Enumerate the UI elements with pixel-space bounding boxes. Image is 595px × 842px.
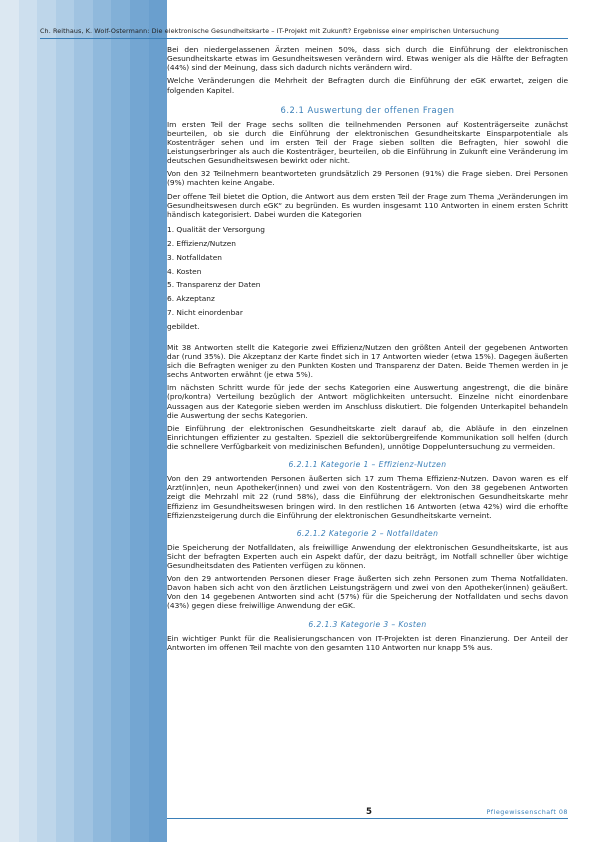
- category-list: [167, 223, 568, 320]
- section-heading-6-2-1: 6.2.1 Auswertung der offenen Fragen: [280, 104, 455, 115]
- paragraph: Von den 32 Teilnehmern beantworteten grundsätzlich 29 Personen (91%) die Frage sieben. Drei Personen (9%) machten keine Angabe.: [167, 169, 568, 188]
- paragraph: Die Einführung der elektronischen Gesundheitskarte zielt darauf ab, die Abläufe in den einzelnen Einrichtungen effizienter zu gestalten. Speziell die sektorübergreifende Kommunikation soll helfen (durch die schnellere Verfügbarkeit von medizinischen Befunden), unnötige Doppeluntersuchung zu vermeiden.: [167, 423, 568, 452]
- list-item: 3. Notfalldaten: [167, 252, 222, 262]
- series-title: Pflegewissenschaft 08: [486, 808, 568, 816]
- paragraph: gebildet.: [167, 321, 200, 331]
- stripe: [130, 0, 149, 842]
- decorative-side-stripes: [0, 0, 167, 842]
- footer-rule: [167, 818, 568, 819]
- stripe: [37, 0, 56, 842]
- list-item: 1. Qualität der Versorgung: [167, 225, 265, 235]
- stripe: [0, 0, 19, 842]
- stripe: [56, 0, 75, 842]
- stripe: [19, 0, 38, 842]
- subsection-heading-6-2-1-3: 6.2.1.3 Kategorie 3 – Kosten: [308, 619, 427, 629]
- paragraph: Im nächsten Schritt wurde für jede der sechs Kategorien eine Auswertung angestrengt, die die binäre (pro/kontra) Verteilung bezüglich der Antwort möglichkeiten untersucht. Einzelne nicht einordenbare Aussagen aus der Kategorie sieben werden im Anschluss diskutiert. Die folgenden Unterkapitel behandeln die Auswertung der sechs Kategorien.: [167, 383, 568, 420]
- stripe: [74, 0, 93, 842]
- paragraph: Die Speicherung der Notfalldaten, als freiwillige Anwendung der elektronischen Gesundheitskarte, ist aus Sicht der befragten Experten auch ein Aspekt dafür, der dazu beiträgt, im Notfall schneller über wichtige Gesundheitsdaten des Patienten verfügen zu können.: [167, 542, 568, 570]
- stripe: [111, 0, 130, 842]
- paragraph: Von den 29 antwortenden Personen dieser Frage äußerten sich zehn Personen zum Thema Notfalldaten. Davon haben sich acht von den ärztlichen Leistungsträgern und zwei von den Apotheker(innen) geäußert. Von den 14 gegebenen Antworten sind acht (57%) für die Speicherung der Notfalldaten und sechs davon (43%) gegen diese freiwillige Anwendung der eGK.: [167, 574, 568, 611]
- paragraph: Ein wichtiger Punkt für die Realisierungschancen von IT-Projekten ist deren Finanzierung. Der Anteil der Antworten im offenen Teil machte von den gesamten 110 Antworten nur knapp 5% aus.: [167, 633, 568, 652]
- list-item: 4. Kosten: [167, 266, 202, 276]
- running-header: Ch. Reithaus, K. Wolf-Ostermann: Die elektronische Gesundheitskarte – IT-Projekt mit Zukunft? Ergebnisse einer empirischen Untersuchung: [40, 27, 500, 35]
- stripe: [93, 0, 112, 842]
- paragraph: Bei den niedergelassenen Ärzten meinen 50%, dass sich durch die Einführung der elektronischen Gesundheitskarte etwas im Gesundheitswesen verändern wird. Etwas weniger als die Hälfte der Befragten (44%) sind der Meinung, dass sich dadurch nichts verändern wird.: [167, 45, 568, 73]
- subsection-heading-6-2-1-2: 6.2.1.2 Kategorie 2 – Notfalldaten: [296, 528, 439, 538]
- header-rule: [40, 38, 568, 39]
- main-text: [167, 45, 568, 790]
- paragraph: Welche Veränderungen die Mehrheit der Befragten durch die Einführung der eGK erwartet, zeigen die folgenden Kapitel.: [167, 76, 568, 95]
- stripe: [149, 0, 168, 842]
- list-item: 7. Nicht einordenbar: [167, 307, 243, 317]
- list-item: 6. Akzeptanz: [167, 294, 215, 304]
- subsection-heading-6-2-1-1: 6.2.1.1 Kategorie 1 – Effizienz-Nutzen: [288, 460, 447, 470]
- list-item: 2. Effizienz/Nutzen: [167, 238, 236, 248]
- list-item: 5. Transparenz der Daten: [167, 280, 261, 290]
- paragraph: Der offene Teil bietet die Option, die Antwort aus dem ersten Teil der Frage zum Thema „Veränderungen im Gesundheitswesen durch eGK“ zu begründen. Es wurden insgesamt 110 Antworten in einem ersten Schritt händisch kategorisiert. Dabei wurden die Kategorien: [167, 191, 568, 219]
- paragraph: Im ersten Teil der Frage sechs sollten die teilnehmenden Personen auf Kostenträgerseite zunächst beurteilen, ob sie durch die Einführung der elektronischen Gesundheitskarte Einsparpotentiale als Kostenträger sehen und im ersten Teil der Frage sieben sollten die Befragten, hier sowohl die Leistungserbringer als auch die Kostenträger, beurteilen, ob die Einführung in Zukunft eine Veränderung im deutschen Gesundheitswesen bewirkt oder nicht.: [167, 119, 568, 166]
- paragraph: Von den 29 antwortenden Personen äußerten sich 17 zum Thema Effizienz-Nutzen. Davon waren es elf Arzt(inn)en, neun Apotheker(innen) und zwei von den Kostenträgern. Von den 38 gegebenen Antworten zeigt die Mehrzahl mit 22 (rund 58%), dass die Einführung der elektronischen Gesundheitskarte mehr Effizienz im Gesundheitswesen bringen wird. In den restlichen 16 Antworten (etwa 42%) wird die erhoffte Effizienzsteigerung durch die Einführung der elektronischen Gesundheitskarte verneint.: [167, 474, 568, 520]
- page-number: 5: [366, 807, 372, 817]
- paragraph: Mit 38 Antworten stellt die Kategorie zwei Effizienz/Nutzen den größten Anteil der gegebenen Antworten dar (rund 35%). Die Akzeptanz der Karte findet sich in 17 Antworten wieder (etwa 15%). Dagegen äußerten sich die Befragten weniger zu den Punkten Kosten und Transparenz der Daten. Beide Themen werden in je sechs Antworten erwähnt (je etwa 5%).: [167, 342, 568, 380]
